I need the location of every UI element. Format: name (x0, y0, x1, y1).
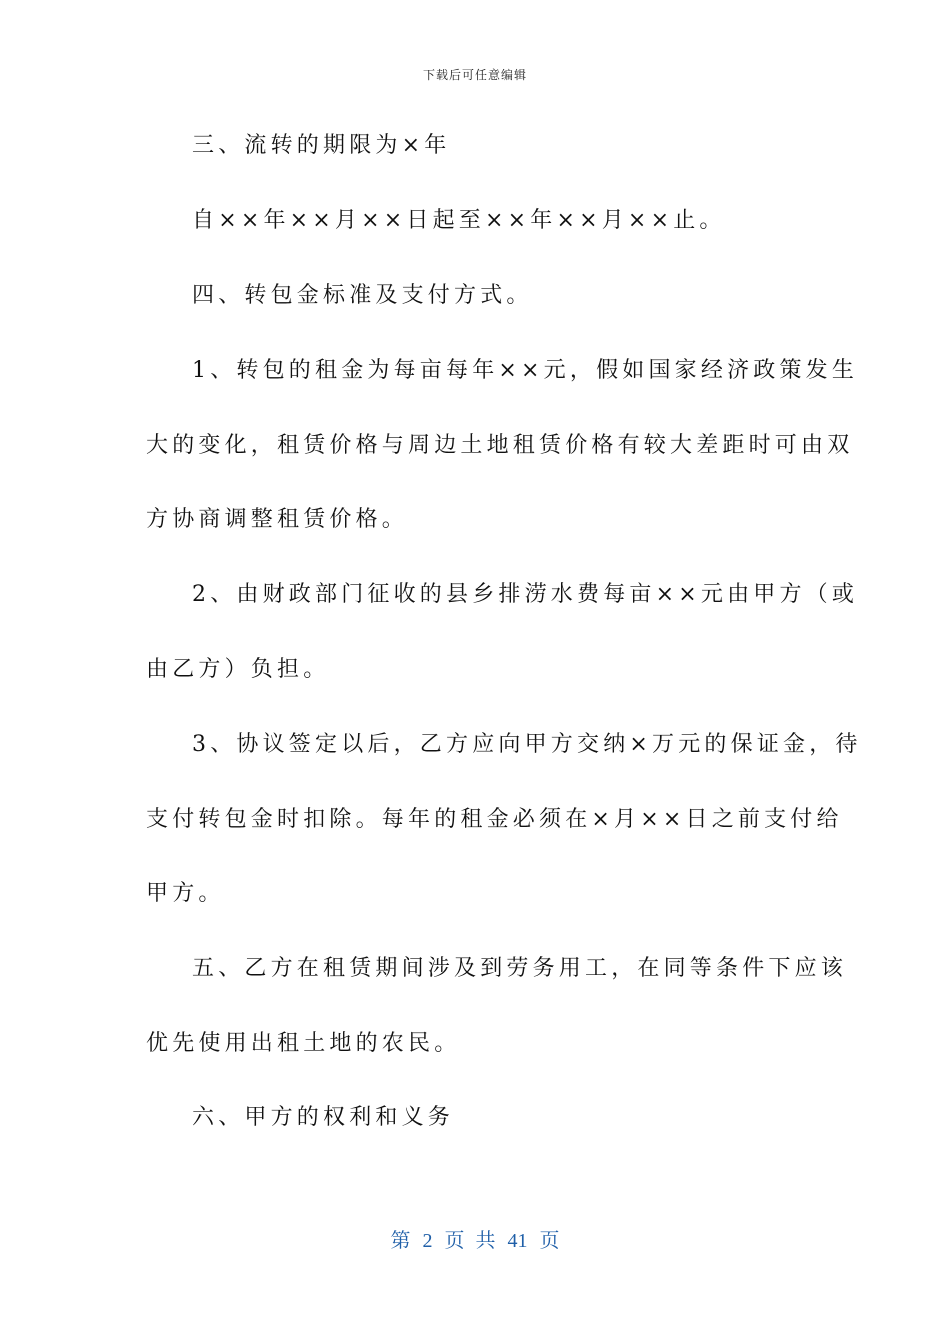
paragraph-line: 自××年××月××日起至××年××月××止。 (192, 208, 726, 233)
paragraph-line: 1、转包的租金为每亩每年××元，假如国家经济政策发生 (192, 358, 859, 383)
paragraph-line: 2、由财政部门征收的县乡排涝水费每亩××元由甲方（或 (192, 582, 859, 607)
paragraph-line: 五、乙方在租赁期间涉及到劳务用工，在同等条件下应该 (192, 956, 848, 981)
paragraph-line: 支付转包金时扣除。每年的租金必须在×月××日之前支付给 (146, 807, 843, 832)
paragraph-line: 大的变化，租赁价格与周边土地租赁价格有较大差距时可由双 (146, 433, 854, 458)
paragraph-line: 六、甲方的权利和义务 (192, 1105, 455, 1130)
footer-middle: 页 共 (444, 1230, 496, 1252)
page-number-footer (0, 1224, 950, 1253)
total-page-count: 41 (507, 1230, 528, 1252)
footer-prefix: 第 (390, 1230, 411, 1252)
paragraph-line: 方协商调整租赁价格。 (146, 507, 409, 532)
paragraph-line: 甲方。 (146, 881, 225, 906)
current-page-number: 2 (422, 1230, 433, 1252)
header-note: 下载后可任意编辑 (422, 68, 527, 82)
paragraph-line: 三、流转的期限为×年 (192, 133, 451, 158)
paragraph-line: 四、转包金标准及支付方式。 (192, 283, 533, 308)
paragraph-line: 优先使用出租土地的农民。 (146, 1031, 461, 1056)
footer-suffix: 页 (539, 1230, 560, 1252)
paragraph-line: 由乙方）负担。 (146, 657, 330, 682)
paragraph-line: 3、协议签定以后，乙方应向甲方交纳×万元的保证金，待 (192, 732, 862, 757)
